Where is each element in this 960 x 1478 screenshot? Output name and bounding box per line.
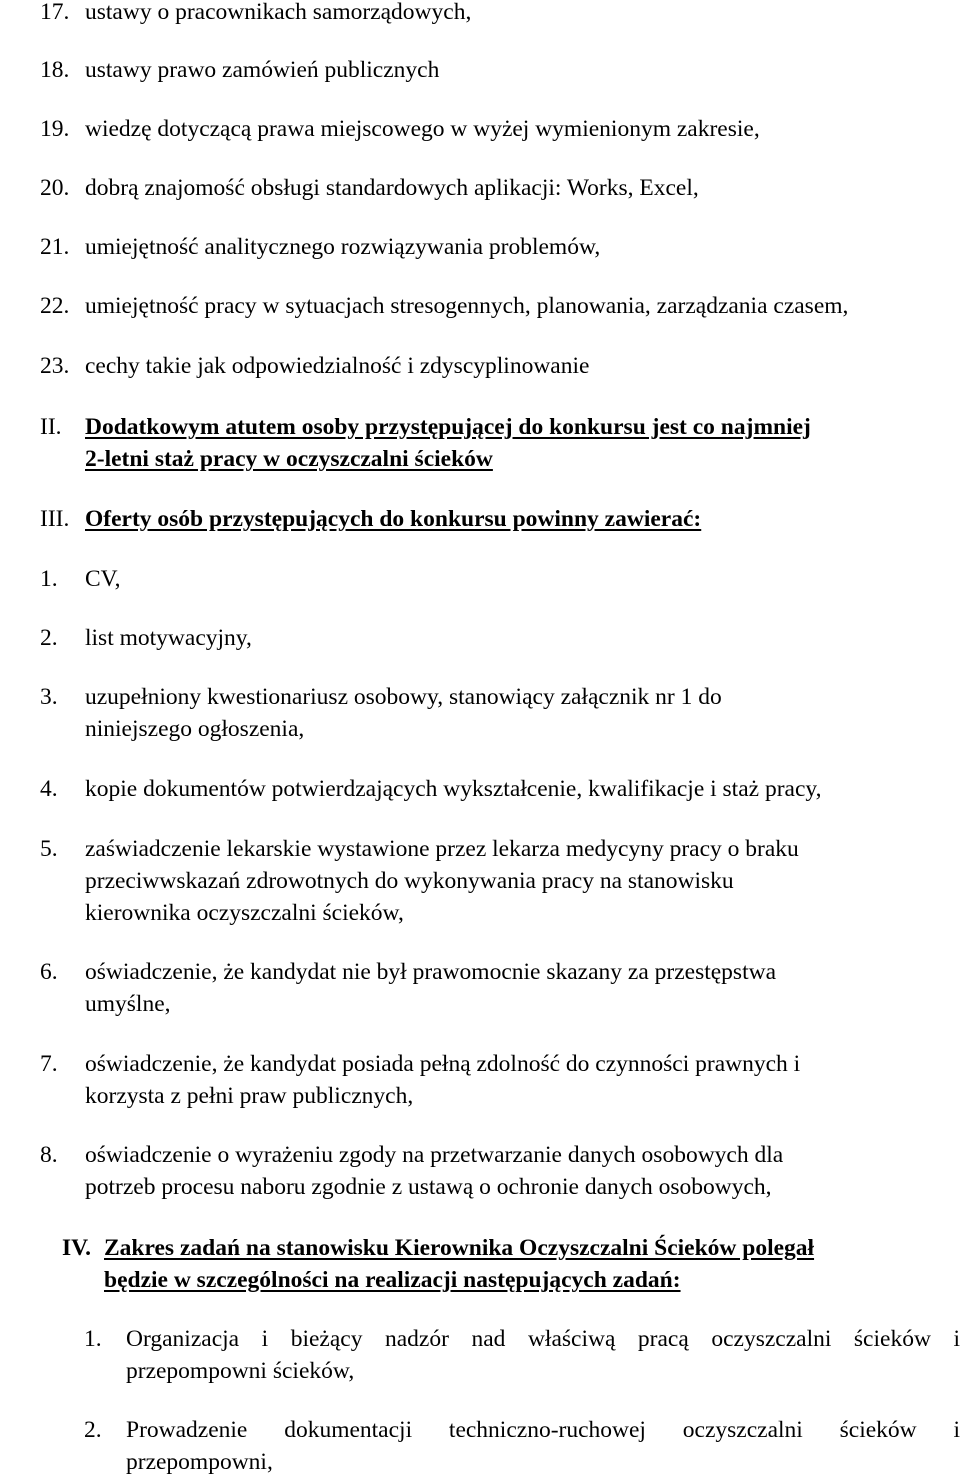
item-number: 3. bbox=[40, 684, 58, 710]
item-number: 6. bbox=[40, 959, 58, 985]
item-text: wiedzę dotyczącą prawa miejscowego w wyżej wymienionym zakresie, bbox=[85, 116, 760, 142]
item-number: 19. bbox=[40, 116, 70, 142]
section-heading-line: będzie w szczególności na realizacji następujących zadań: bbox=[104, 1267, 681, 1293]
item-number: 18. bbox=[40, 57, 70, 83]
section-number: IV. bbox=[62, 1235, 91, 1261]
item-number: 8. bbox=[40, 1142, 58, 1168]
item-number: 17. bbox=[40, 0, 70, 25]
item-text: przepompowni, bbox=[126, 1449, 273, 1475]
item-text: oświadczenie, że kandydat nie był prawomocnie skazany za przestępstwa bbox=[85, 959, 777, 985]
item-number: 1. bbox=[84, 1326, 102, 1352]
item-text: niniejszego ogłoszenia, bbox=[85, 716, 305, 742]
item-text: umiejętność pracy w sytuacjach stresogennych, planowania, zarządzania czasem, bbox=[85, 293, 849, 319]
item-text: oświadczenie, że kandydat posiada pełną zdolność do czynności prawnych i bbox=[85, 1051, 801, 1077]
item-text: CV, bbox=[85, 566, 121, 592]
section-heading: Oferty osób przystępujących do konkursu powinny zawierać: bbox=[85, 506, 702, 532]
item-text: umiejętność analitycznego rozwiązywania problemów, bbox=[85, 234, 601, 260]
item-number: 7. bbox=[40, 1051, 58, 1077]
item-number: 5. bbox=[40, 836, 58, 862]
item-number: 23. bbox=[40, 353, 70, 379]
item-number: 1. bbox=[40, 566, 58, 592]
item-text: uzupełniony kwestionariusz osobowy, stanowiący załącznik nr 1 do bbox=[85, 684, 722, 710]
item-number: 20. bbox=[40, 175, 70, 201]
item-text: ustawy prawo zamówień publicznych bbox=[85, 57, 440, 83]
item-number: 4. bbox=[40, 776, 58, 802]
section-heading-line: Zakres zadań na stanowisku Kierownika Oczyszczalni Ścieków polegał bbox=[104, 1235, 815, 1261]
item-text: kierownika oczyszczalni ścieków, bbox=[85, 900, 404, 926]
item-text: cechy takie jak odpowiedzialność i zdyscyplinowanie bbox=[85, 353, 590, 379]
item-text: kopie dokumentów potwierdzających wykształcenie, kwalifikacje i staż pracy, bbox=[85, 776, 822, 802]
item-text: dobrą znajomość obsługi standardowych aplikacji: Works, Excel, bbox=[85, 175, 699, 201]
item-text: przeciwwskazań zdrowotnych do wykonywania pracy na stanowisku bbox=[85, 868, 734, 894]
item-text: Prowadzenie dokumentacji techniczno-ruchowej oczyszczalni ścieków i bbox=[126, 1417, 960, 1443]
item-text: potrzeb procesu naboru zgodnie z ustawą o ochronie danych osobowych, bbox=[85, 1174, 772, 1200]
item-text: list motywacyjny, bbox=[85, 625, 252, 651]
item-text: ustawy o pracownikach samorządowych, bbox=[85, 0, 472, 25]
section-heading-line: Dodatkowym atutem osoby przystępującej do konkursu jest co najmniej bbox=[85, 414, 811, 440]
section-number: III. bbox=[40, 506, 70, 532]
item-number: 22. bbox=[40, 293, 70, 319]
item-text: korzysta z pełni praw publicznych, bbox=[85, 1083, 414, 1109]
item-text: przepompowni ścieków, bbox=[126, 1358, 355, 1384]
item-text: zaświadczenie lekarskie wystawione przez lekarza medycyny pracy o braku bbox=[85, 836, 799, 862]
section-number: II. bbox=[40, 414, 62, 440]
item-number: 21. bbox=[40, 234, 70, 260]
section-heading-line: 2-letni staż pracy w oczyszczalni ścieków bbox=[85, 446, 493, 472]
item-number: 2. bbox=[40, 625, 58, 651]
item-text: umyślne, bbox=[85, 991, 171, 1017]
item-text: Organizacja i bieżący nadzór nad właściwą pracą oczyszczalni ścieków i bbox=[126, 1326, 960, 1352]
item-number: 2. bbox=[84, 1417, 102, 1443]
item-text: oświadczenie o wyrażeniu zgody na przetwarzanie danych osobowych dla bbox=[85, 1142, 784, 1168]
